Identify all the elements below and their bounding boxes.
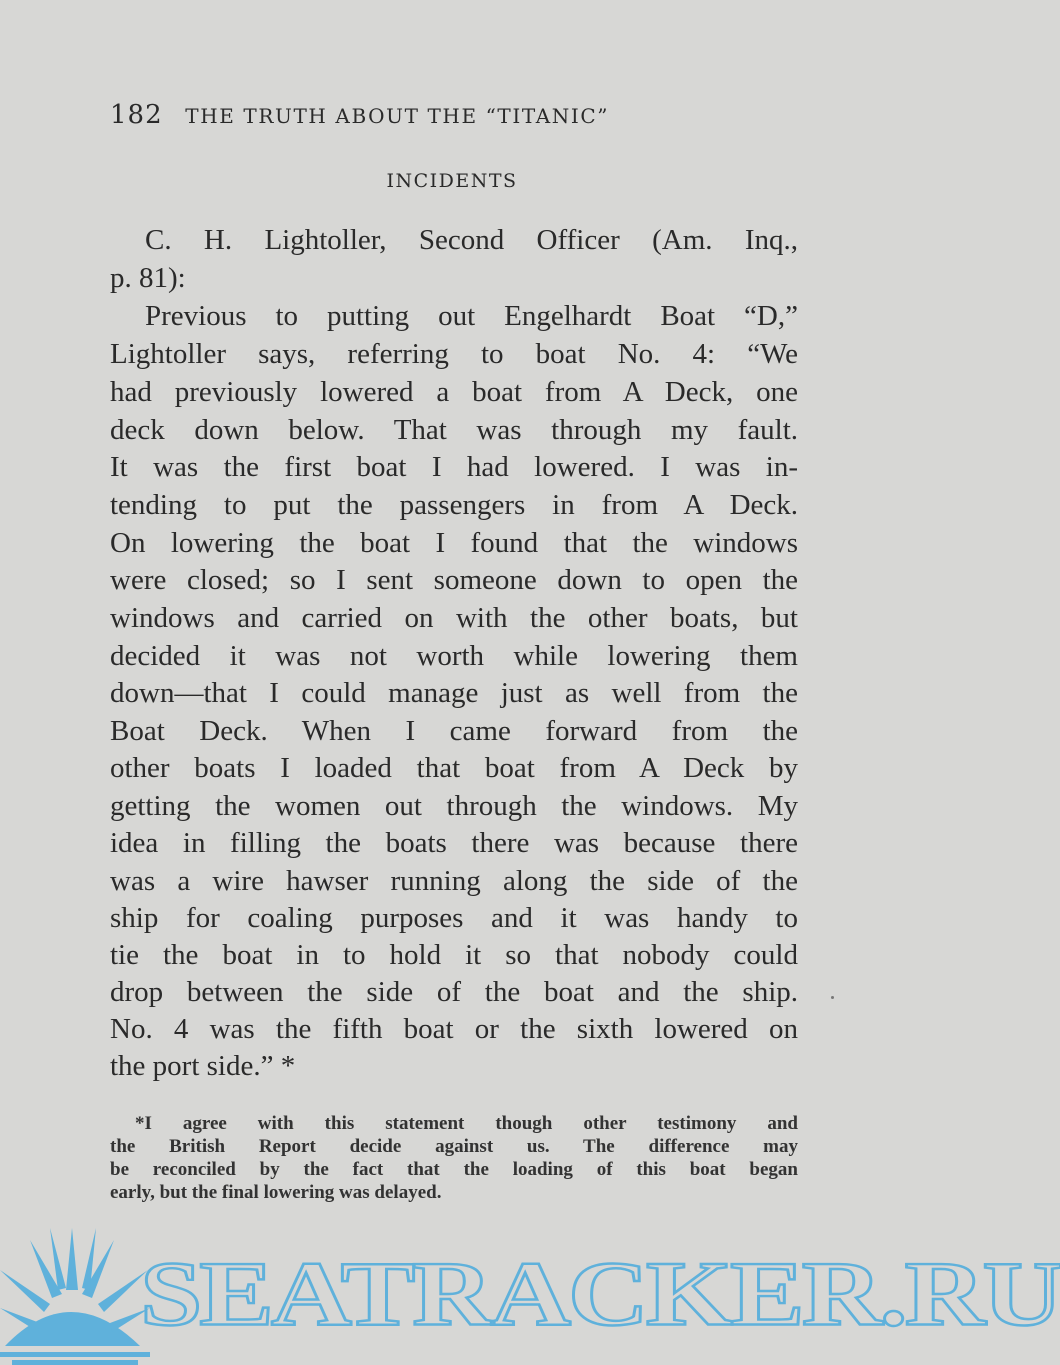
footnote-line: *I agree with this statement though other testimony and <box>135 1113 798 1134</box>
page-speck <box>831 996 834 999</box>
page-number: 182 <box>110 100 163 130</box>
body-line: Boat Deck. When I came forward from the <box>110 715 798 747</box>
body-line: On lowering the boat I found that the windows <box>110 527 798 559</box>
body-line: decided it was not worth while lowering them <box>110 640 798 672</box>
footnote-line: the British Report decide against us. The difference may <box>110 1136 798 1157</box>
body-line: windows and carried on with the other boats, but <box>110 602 798 634</box>
body-line: down—that I could manage just as well from the <box>110 677 798 709</box>
body-line: had previously lowered a boat from A Deck, one <box>110 376 798 408</box>
body-line: tending to put the passengers in from A Deck. <box>110 489 798 521</box>
body-line: p. 81): <box>110 262 186 294</box>
body-line: ship for coaling purposes and it was handy to <box>110 902 798 934</box>
body-line: the port side.” * <box>110 1050 296 1082</box>
body-line: C. H. Lightoller, Second Officer (Am. Inq., <box>145 224 798 256</box>
footnote-line: be reconciled by the fact that the loading of this boat began <box>110 1159 798 1180</box>
body-line: were closed; so I sent someone down to open the <box>110 564 798 596</box>
body-line: getting the women out through the windows. My <box>110 790 798 822</box>
footnote-line: early, but the final lowering was delayed. <box>110 1182 442 1203</box>
body-line: idea in filling the boats there was because there <box>110 827 798 859</box>
body-line: other boats I loaded that boat from A Deck by <box>110 752 798 784</box>
running-header <box>110 100 609 130</box>
body-line: drop between the side of the boat and the ship. <box>110 976 798 1008</box>
running-title: THE TRUTH ABOUT THE “TITANIC” <box>185 104 610 128</box>
watermark-text: SEATRACKER.RU <box>140 1243 1060 1345</box>
body-line: No. 4 was the fifth boat or the sixth lowered on <box>110 1013 798 1045</box>
section-heading: INCIDENTS <box>386 170 518 192</box>
body-line: deck down below. That was through my fault. <box>110 414 798 446</box>
body-line: It was the first boat I had lowered. I was in- <box>110 451 798 483</box>
body-line: Lightoller says, referring to boat No. 4: “We <box>110 338 798 370</box>
body-line: was a wire hawser running along the side of the <box>110 865 798 897</box>
body-line: Previous to putting out Engelhardt Boat “D,” <box>145 300 798 332</box>
body-line: tie the boat in to hold it so that nobody could <box>110 939 798 971</box>
sun-logo-icon <box>0 1228 150 1365</box>
